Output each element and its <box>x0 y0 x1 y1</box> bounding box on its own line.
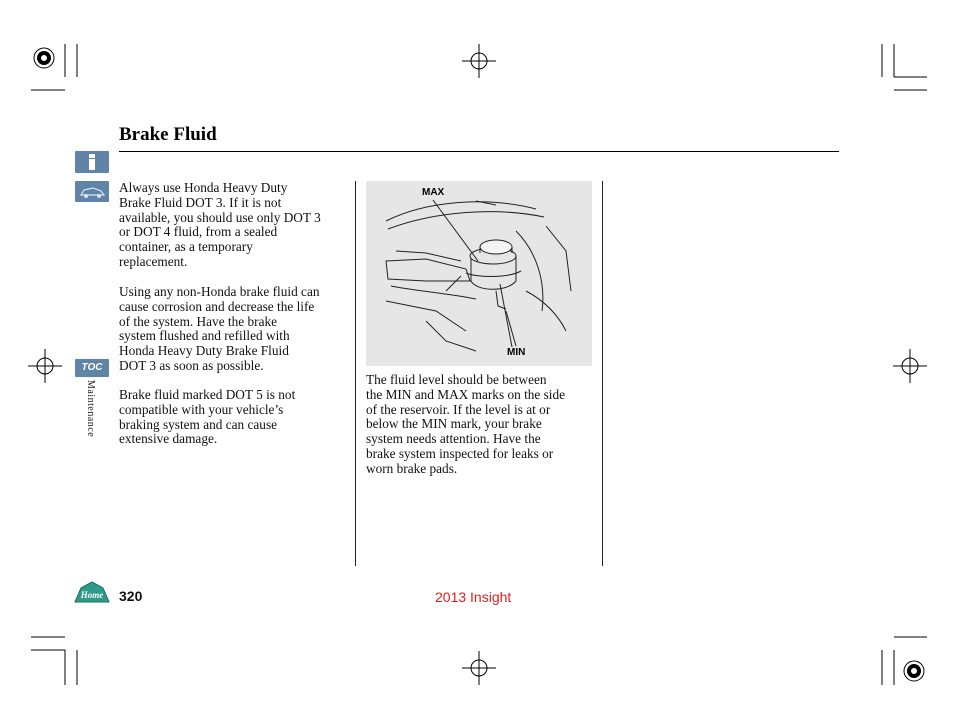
info-button[interactable] <box>75 151 109 173</box>
paragraph-3: Brake fluid marked DOT 5 is not compatible with your vehicle’s braking system and can cause extensive damage. <box>119 387 296 447</box>
home-icon-label: Home <box>80 590 104 600</box>
paragraph-2: Using any non-Honda brake fluid can cause corrosion and decrease the life of the system. Have the brake system flushed and refilled with Honda Heavy Duty Brake Fluid DOT 3 as soon as possible. <box>119 284 320 373</box>
page-title: Brake Fluid <box>119 124 217 145</box>
home-button[interactable] <box>73 580 111 604</box>
info-icon <box>75 151 109 173</box>
vehicle-index-button[interactable] <box>75 181 109 202</box>
column-divider-2 <box>602 181 603 566</box>
starburst-top-left <box>34 48 54 68</box>
page-number: 320 <box>119 588 143 604</box>
car-icon <box>75 181 109 202</box>
max-label: MAX <box>422 187 445 198</box>
column-divider-1 <box>355 181 356 566</box>
reservoir-illustration <box>366 181 592 366</box>
brake-reservoir-drawing <box>366 181 592 366</box>
min-label: MIN <box>507 347 526 358</box>
paragraph-4: The fluid level should be between the MIN and MAX marks on the side of the reservoir. If the level is at or below the MIN mark, your brake system needs attention. Have the brake system inspected for leaks or worn brake pads. <box>366 372 566 476</box>
registration-top <box>462 44 496 78</box>
toc-button[interactable]: TOC <box>75 359 109 377</box>
registration-bottom <box>462 651 496 685</box>
registration-left <box>28 349 62 383</box>
registration-right <box>893 349 927 383</box>
model-label: 2013 Insight <box>435 589 512 605</box>
paragraph-1: Always use Honda Heavy Duty Brake Fluid DOT 3. If it is not available, you should use only DOT 3 or DOT 4 fluid, from a sealed container, as a temporary replacement. <box>119 180 321 269</box>
title-rule <box>119 151 839 152</box>
section-label: Maintenance <box>85 380 96 438</box>
starburst-bottom-right <box>904 661 924 681</box>
